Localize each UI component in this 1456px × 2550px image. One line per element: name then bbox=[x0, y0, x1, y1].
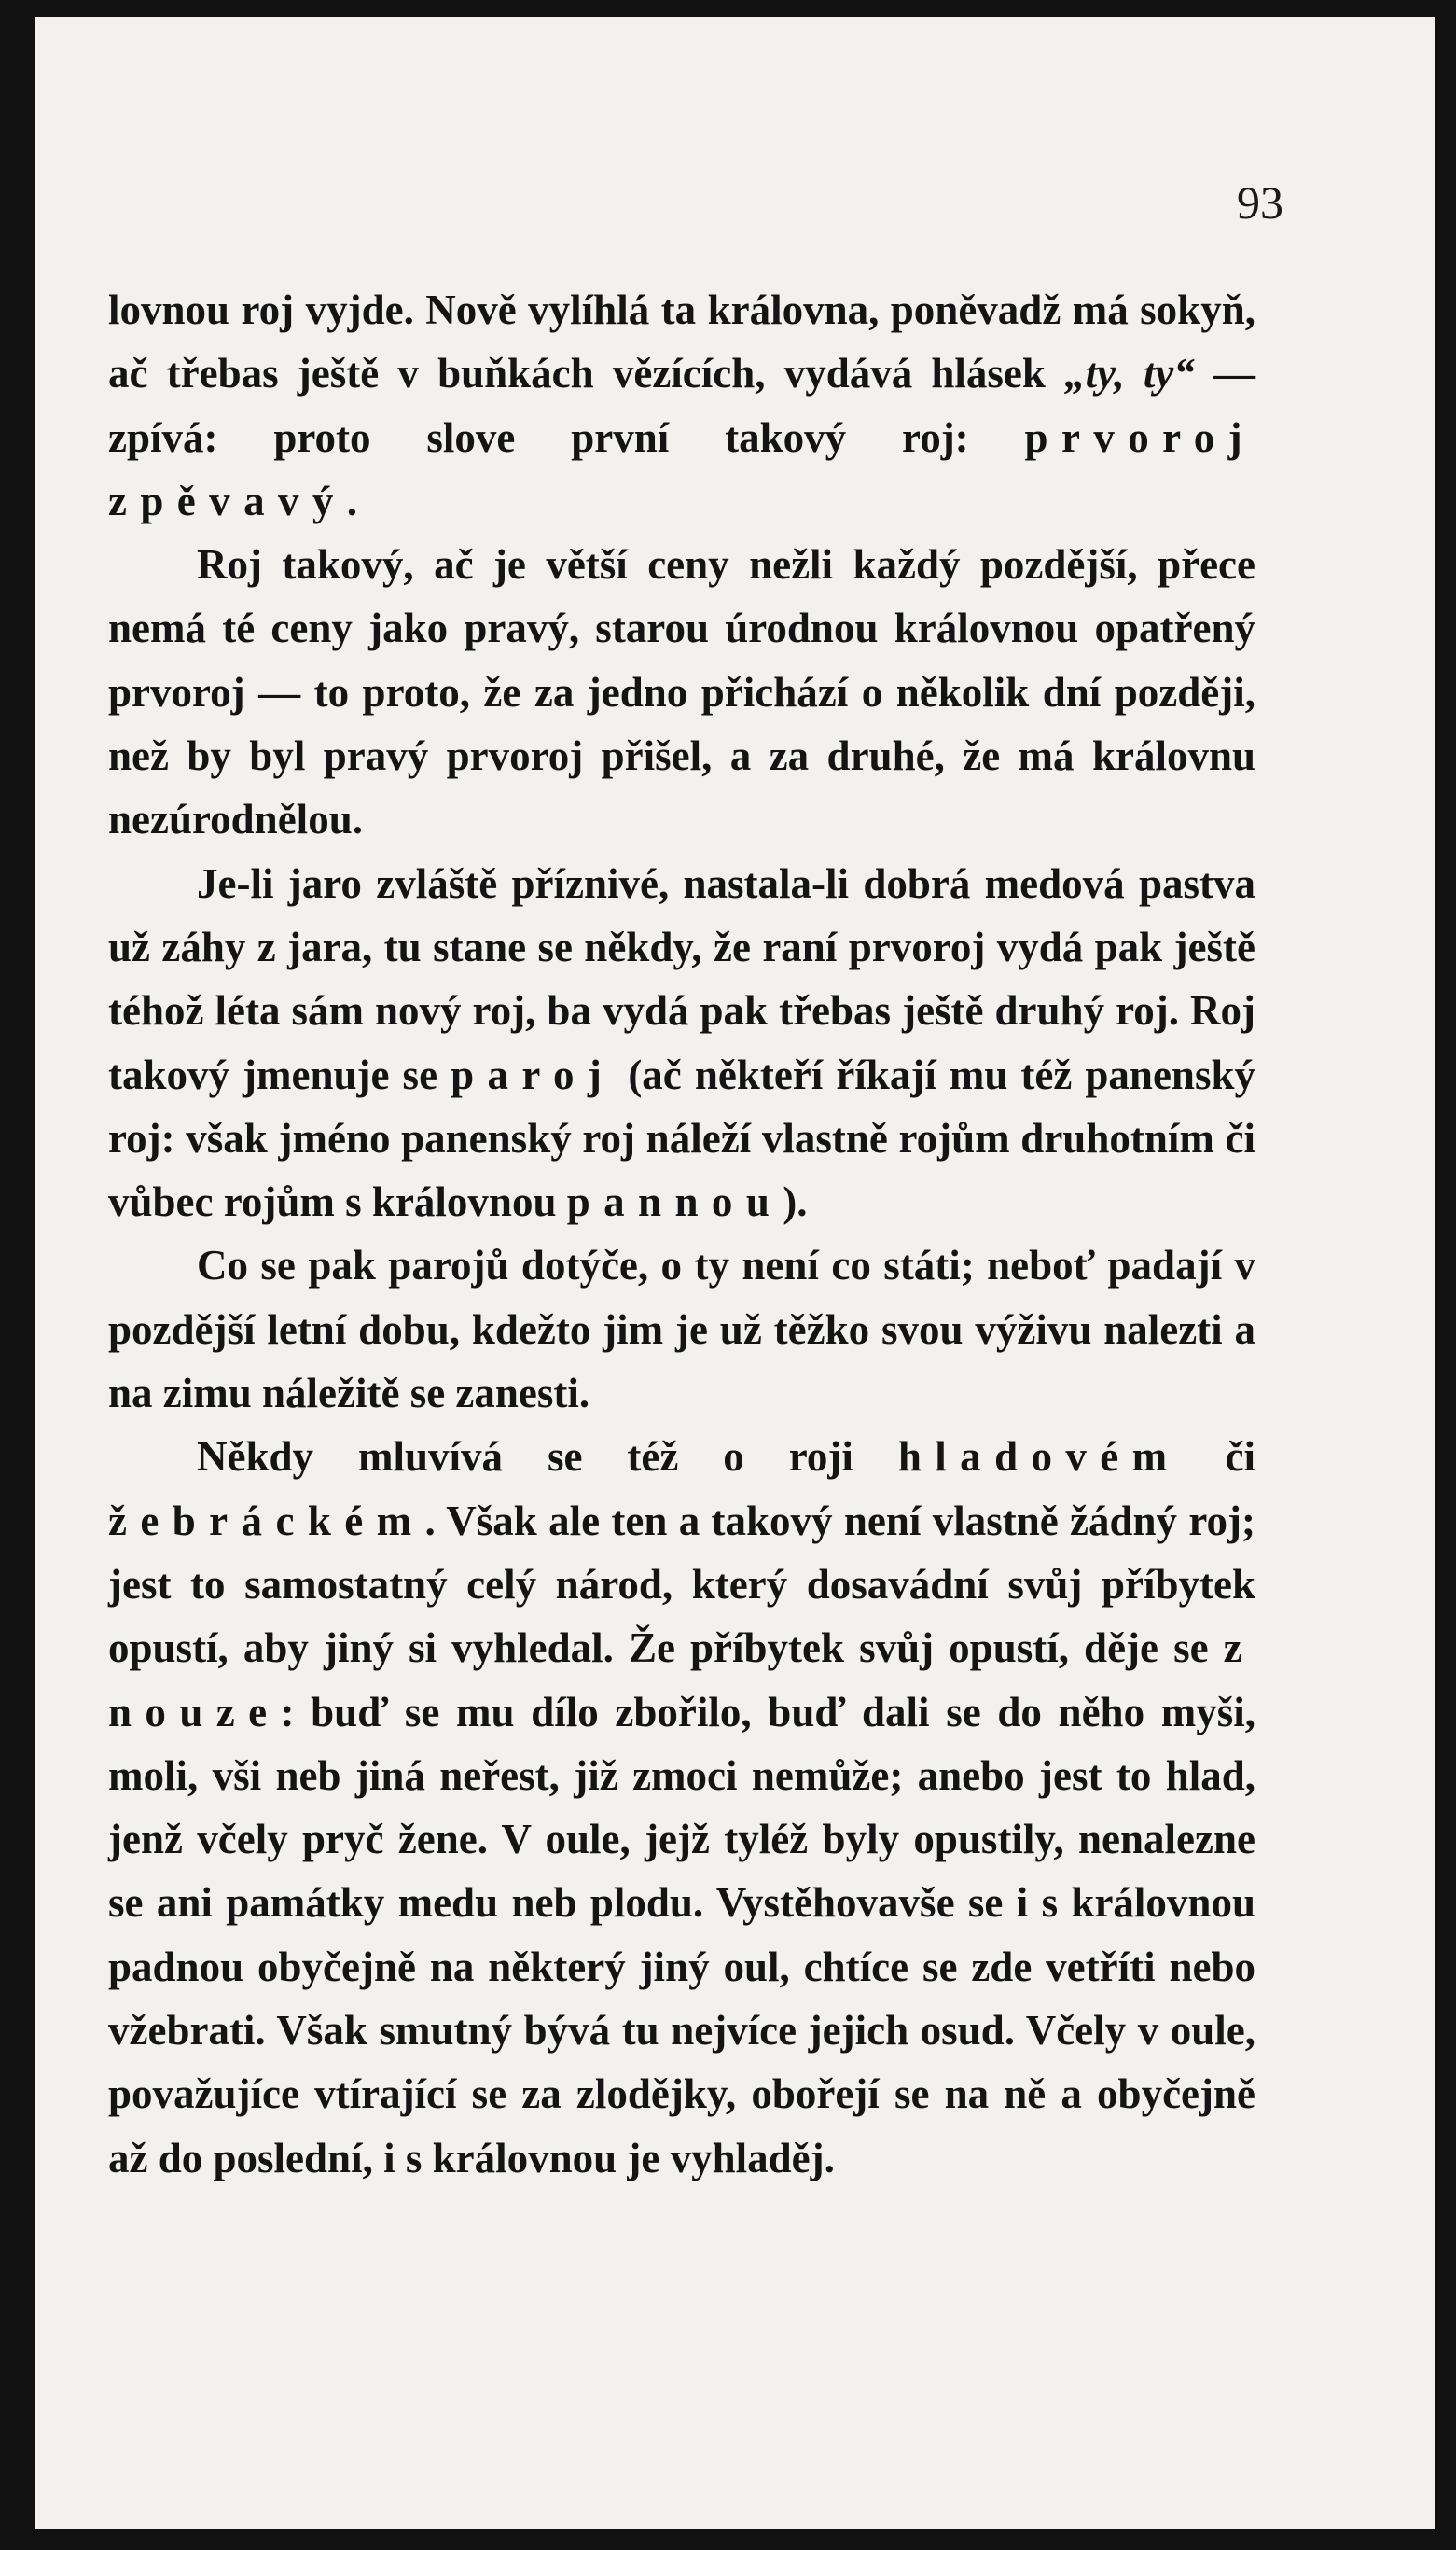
paragraph bbox=[108, 533, 1255, 851]
spaced-emphasis: prvoroj zpěvavý bbox=[108, 413, 1255, 524]
text-run: Co se pak parojů dotýče, o ty není co státi; neboť padají v pozdější letní dobu, kdežto jim je už těžko svou výživu nalezti a na zimu náležitě se zanesti. bbox=[108, 1242, 1255, 1417]
page-number: 93 bbox=[1237, 176, 1283, 229]
text-run: : buď se mu dílo zbořilo, buď dali se do něho myši, moli, vši neb jiná neřest, již zmoci nemůže; anebo jest to hlad, jenž včely pryč žene. V oule, jejž tyléž byly opustily, nenalezne se ani památky medu neb plodu. Vystěhovavše se i s královnou padnou obyčejně na některý jiný oul, chtíce se zde vetříti nebo vžebrati. Však smutný bývá tu nejvíce jejich osud. Včely v oule, považujíce vtírající se za zlodějky, obořejí se na ně a obyčejně až do poslední, i s královnou je vyhladěj. bbox=[108, 1688, 1255, 2181]
paragraph bbox=[108, 852, 1255, 1234]
text-run: Je-li jaro zvláště příznivé, nastala-li dobrá medová pastva už záhy z jara, tu stane se někdy, že raní prvoroj vydá pak ještě téhož léta sám nový roj, ba vydá pak třebas ještě druhý roj. Roj takový jmenuje se bbox=[108, 859, 1255, 1098]
book-page bbox=[35, 17, 1435, 2529]
body-text bbox=[108, 278, 1255, 2190]
text-run: (ač někteří říkají mu též panenský roj: však jméno panenský roj náleží vlastně rojům druhotním či vůbec rojům s královnou bbox=[108, 1051, 1255, 1226]
text-run: ). bbox=[783, 1178, 808, 1226]
text-run: . Však ale ten a takový není vlastně žádný roj; jest to samostatný celý národ, který dosavádní svůj příbytek opustí, aby jiný si vyhledal. Že příbytek svůj opustí, děje se bbox=[108, 1497, 1255, 1672]
spaced-emphasis: hladovém bbox=[897, 1433, 1181, 1481]
spaced-emphasis: z nouze bbox=[108, 1624, 1255, 1735]
paragraph bbox=[108, 1233, 1255, 1425]
spaced-emphasis: žebráckém bbox=[108, 1497, 425, 1544]
text-run: . bbox=[346, 477, 358, 524]
paragraph bbox=[108, 1425, 1255, 2190]
text-run: Roj takový, ač je větší ceny nežli každý pozdější, přece nemá té ceny jako pravý, starou úrodnou královnou opatřený prvoroj — to proto, že za jedno přichází o několik dní později, než by byl pravý prvoroj přišel, a za druhé, že má královnu nezúrodnělou. bbox=[108, 541, 1255, 843]
spaced-emphasis: pannou bbox=[566, 1178, 783, 1226]
spaced-emphasis: paroj bbox=[451, 1051, 616, 1098]
italic-quote: „ty, ty“ bbox=[1064, 350, 1195, 397]
text-run: — zpívá: proto slove první takový roj: bbox=[108, 350, 1256, 461]
text-run: lovnou roj vyjde. Nově vylíhlá ta královna, poněvadž má sokyň, ač třebas ještě v buňkách vězících, vydává hlásek bbox=[108, 286, 1255, 397]
text-run: či bbox=[1180, 1433, 1255, 1481]
text-run: Někdy mluvívá se též o roji bbox=[197, 1433, 898, 1481]
paragraph bbox=[108, 278, 1255, 533]
